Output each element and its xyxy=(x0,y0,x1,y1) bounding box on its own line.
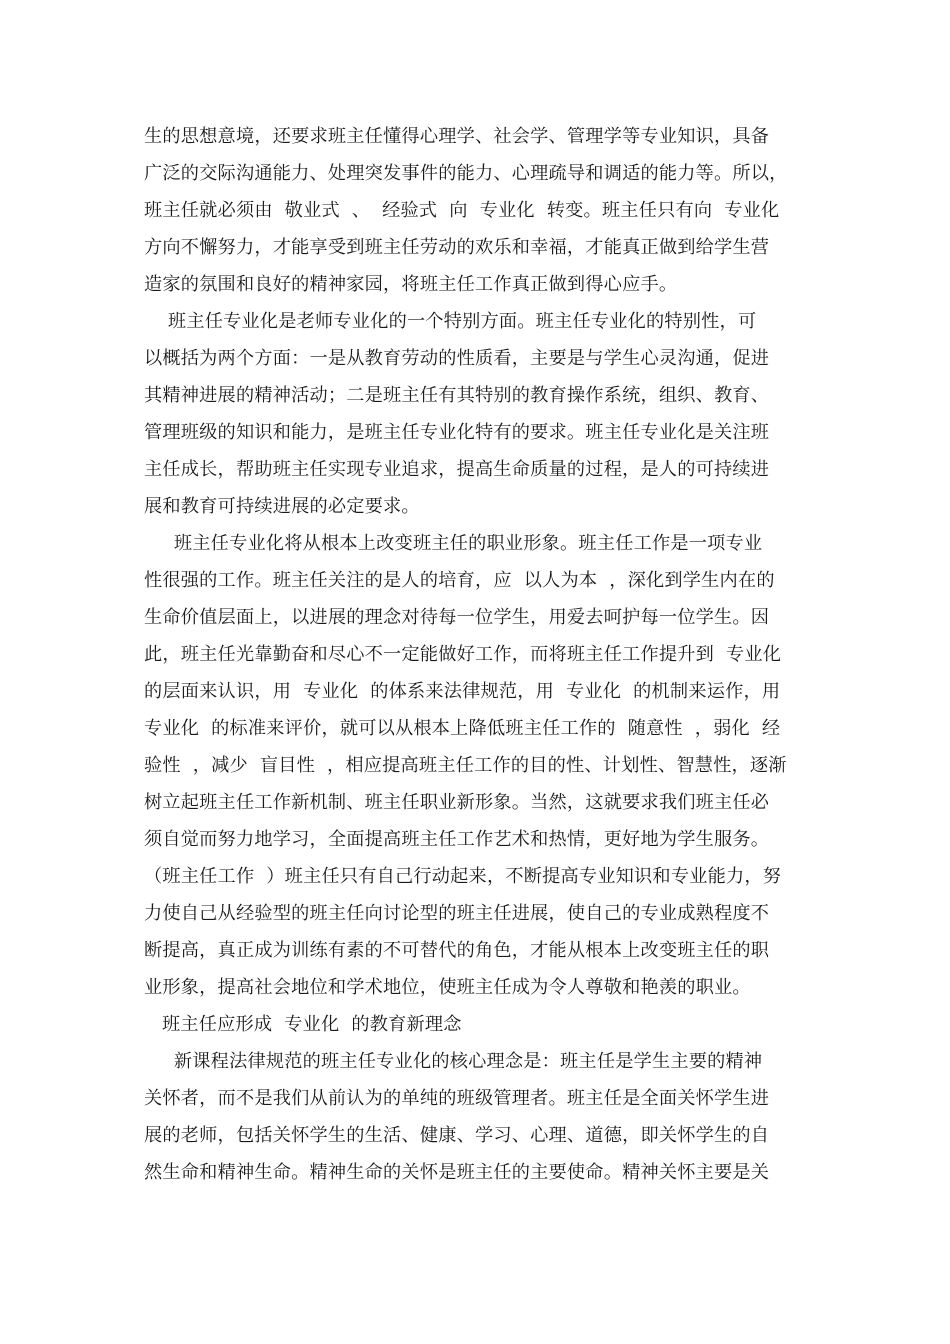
text-line: 方向不懈努力，才能享受到班主任劳动的欢乐和幸福，才能真正做到给学生营 xyxy=(144,237,770,258)
text-line: （班主任工作 ）班主任只有自己行动起来，不断提高专业知识和专业能力，努 xyxy=(144,866,782,887)
text-line: 力使自己从经验型的班主任向讨论型的班主任进展，使自己的专业成熟程度不 xyxy=(144,903,770,924)
text-line: 造家的氛围和良好的精神家园，将班主任工作真正做到得心应手。 xyxy=(144,274,678,295)
text-line: 其精神进展的精神活动；二是班主任有其特别的教育操作系统，组织、教育、 xyxy=(144,385,770,406)
text-line: 的层面来认识，用 专业化 的体系来法律规范，用 专业化 的机制来运作，用 xyxy=(144,681,781,702)
heading-line: 班主任应形成 专业化 的教育新理念 xyxy=(144,1014,462,1035)
text-line: 树立起班主任工作新机制、班主任职业新形象。当然，这就要求我们班主任必 xyxy=(144,792,770,813)
text-line: 关怀者，而不是我们从前认为的单纯的班级管理者。班主任是全面关怀学生进 xyxy=(144,1088,770,1109)
text-line: 生命价值层面上，以进展的理念对待每一位学生，用爱去呵护每一位学生。因 xyxy=(144,607,770,628)
text-line: 新课程法律规范的班主任专业化的核心理念是：班主任是学生主要的精神 xyxy=(144,1051,763,1072)
text-line: 展和教育可持续进展的必定要求。 xyxy=(144,496,420,517)
text-line: 班主任专业化将从根本上改变班主任的职业形象。班主任工作是一项专业 xyxy=(144,533,763,554)
text-line: 专业化 的标准来评价，就可以从根本上降低班主任工作的 随意性 ，弱化 经 xyxy=(144,718,781,739)
text-line: 此，班主任光靠勤奋和尽心不一定能做好工作，而将班主任工作提升到 专业化 xyxy=(144,644,782,665)
text-line: 班主任专业化是老师专业化的一个特别方面。班主任专业化的特别性，可 xyxy=(144,311,757,332)
text-line: 验性 ，减少 盲目性 ，相应提高班主任工作的目的性、计划性、智慧性，逐渐 xyxy=(144,755,787,776)
text-line: 广泛的交际沟通能力、处理突发事件的能力、心理疏导和调适的能力等。所以， xyxy=(144,163,788,184)
text-line: 性很强的工作。班主任关注的是人的培育，应 以人为本 ，深化到学生内在的 xyxy=(144,570,775,591)
text-line: 主任成长，帮助班主任实现专业追求，提高生命质量的过程，是人的可持续进 xyxy=(144,459,770,480)
text-line: 业形象，提高社会地位和学术地位，使班主任成为令人尊敬和艳羡的职业。 xyxy=(144,977,751,998)
text-line: 须自觉而努力地学习，全面提高班主任工作艺术和热情，更好地为学生服务。 xyxy=(144,829,770,850)
text-line: 然生命和精神生命。精神生命的关怀是班主任的主要使命。精神关怀主要是关 xyxy=(144,1162,770,1183)
text-line: 管理班级的知识和能力，是班主任专业化特有的要求。班主任专业化是关注班 xyxy=(144,422,770,443)
text-line: 展的老师，包括关怀学生的生活、健康、学习、心理、道德，即关怀学生的自 xyxy=(144,1125,770,1146)
text-line: 班主任就必须由 敬业式 、 经验式 向 专业化 转变。班主任只有向 专业化 xyxy=(144,200,780,221)
text-line: 生的思想意境，还要求班主任懂得心理学、社会学、管理学等专业知识，具备 xyxy=(144,126,770,147)
text-line: 以概括为两个方面：一是从教育劳动的性质看，主要是与学生心灵沟通，促进 xyxy=(144,348,770,369)
text-line: 断提高，真正成为训练有素的不可替代的角色，才能从根本上改变班主任的职 xyxy=(144,940,770,961)
